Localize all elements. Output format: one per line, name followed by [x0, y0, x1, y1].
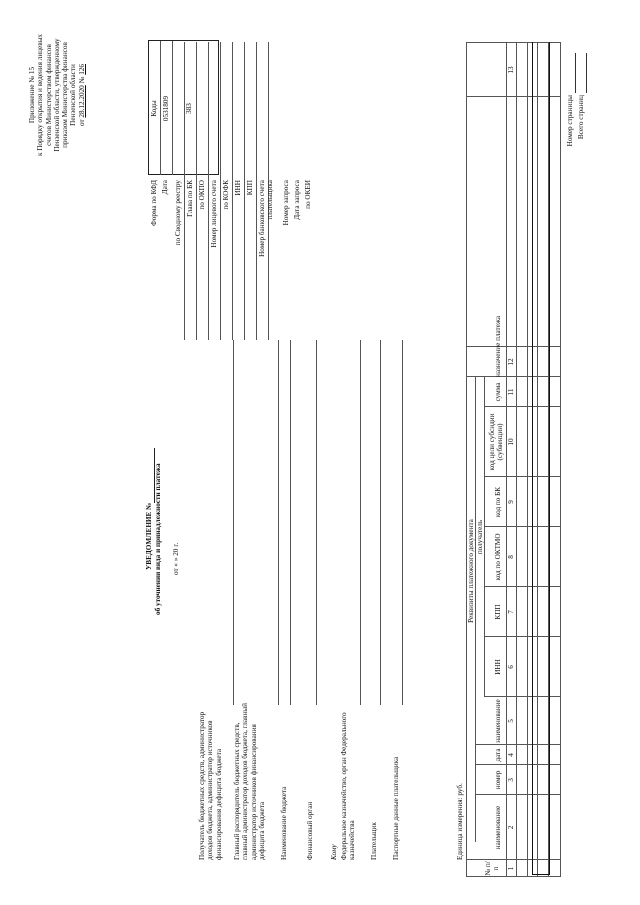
col-number: 5: [507, 719, 515, 723]
codes-header: Коды: [150, 100, 158, 117]
appendix-block: [28, 20, 86, 170]
appendix-line: Пензенской области: [69, 64, 78, 126]
col-number: 10: [507, 438, 515, 446]
col-header: код по БК: [494, 486, 502, 518]
col-number: 2: [507, 825, 515, 830]
col-header: наименование: [494, 805, 502, 850]
col-number: 1: [507, 866, 515, 871]
appendix-line: к Порядку открытия и ведения лицевых: [36, 33, 45, 157]
col-number: 12: [507, 358, 515, 366]
group-header: Реквизиты платежного документа: [467, 519, 475, 623]
col-number: 3: [507, 778, 515, 782]
label-fin-organ: Финансовый орган: [306, 801, 314, 860]
col-header: наименование: [494, 699, 502, 743]
col-header: КПП: [494, 604, 502, 620]
appendix-line: приказом Министерства финансов: [61, 42, 70, 148]
col-number: 4: [507, 753, 515, 757]
label-okei: по ОКЕИ: [304, 180, 312, 209]
document-date-line: от « » 20 г.: [172, 542, 180, 575]
col-number: 8: [507, 555, 515, 559]
sub-header: получатель: [476, 519, 484, 555]
col-number: 9: [507, 500, 515, 504]
appendix-date-line: от 28.12.2020 № 126: [77, 64, 86, 127]
label-account: Номер лицевого счета: [210, 180, 218, 248]
appendix-line: счетов Министерством финансов: [44, 44, 53, 146]
col-header: назначение платежа: [494, 315, 502, 377]
label-request-date: Дата запроса: [293, 180, 301, 220]
col-number: 11: [507, 388, 515, 396]
label-svodny: по Сводному реестру: [174, 180, 182, 246]
col-header: сумма: [494, 382, 502, 402]
label-inn: ИНН: [234, 180, 242, 196]
okei-code: 383: [185, 103, 193, 114]
col-number: 7: [507, 610, 515, 614]
label-to: Кому: [330, 844, 338, 860]
appendix-line: Пензенской области, утвержденному: [52, 38, 61, 152]
col-number: 6: [507, 665, 515, 669]
label-okud: Форма по КФД: [150, 180, 158, 226]
appendix-line: Приложение № 15: [28, 66, 36, 124]
label-unit: Единица измерения: руб.: [456, 783, 464, 860]
label-request-num: Номер запроса: [282, 180, 290, 226]
label-recipient: Получатель бюджетных средств, администратор доходов бюджета, администратор источников финансирования дефицита бюджета: [198, 711, 223, 860]
label-bank-account: Номер банковского счета плательщика: [258, 180, 275, 257]
okud-code: 0531809: [162, 95, 170, 122]
label-passport: Паспортные данные плательщика: [392, 756, 400, 860]
page-number-label: Номер страницы: [566, 95, 574, 147]
label-date: Дата: [161, 180, 169, 195]
label-budget-name: Наименование бюджета: [280, 786, 288, 860]
col-number: 13: [507, 66, 515, 74]
label-okpo: по ОКПО: [198, 180, 206, 210]
document-subtitle: об уточнении вида и принадлежности платежа: [154, 463, 162, 615]
col-header: код цели субсидии (субвенции): [488, 413, 505, 471]
appendix-number: 126: [77, 64, 86, 75]
col-header: дата: [494, 748, 502, 762]
label-kofk: по КОФК: [222, 180, 230, 210]
label-main-manager: Главный распорядитель бюджетных средств, главный администратор доходов бюджета, главный администратор источников финансирования дефицита бюджета: [233, 703, 266, 860]
document-title: УВЕДОМЛЕНИЕ №: [145, 502, 153, 570]
label-glava: Глава по БК: [186, 180, 194, 217]
col-header: № п/п: [484, 861, 501, 876]
col-header: код по ОКТМО: [494, 533, 502, 581]
label-treasury: Федеральное казначейство, орган Федерального казначейства: [340, 712, 357, 860]
col-header: ИНН: [494, 659, 502, 675]
total-pages-label: Всего страниц: [577, 95, 585, 140]
appendix-date: 28.12.2020: [77, 85, 86, 118]
label-kpp: КПП: [246, 180, 254, 196]
label-payer: Плательщик: [370, 822, 378, 860]
col-header: номер: [494, 770, 502, 790]
